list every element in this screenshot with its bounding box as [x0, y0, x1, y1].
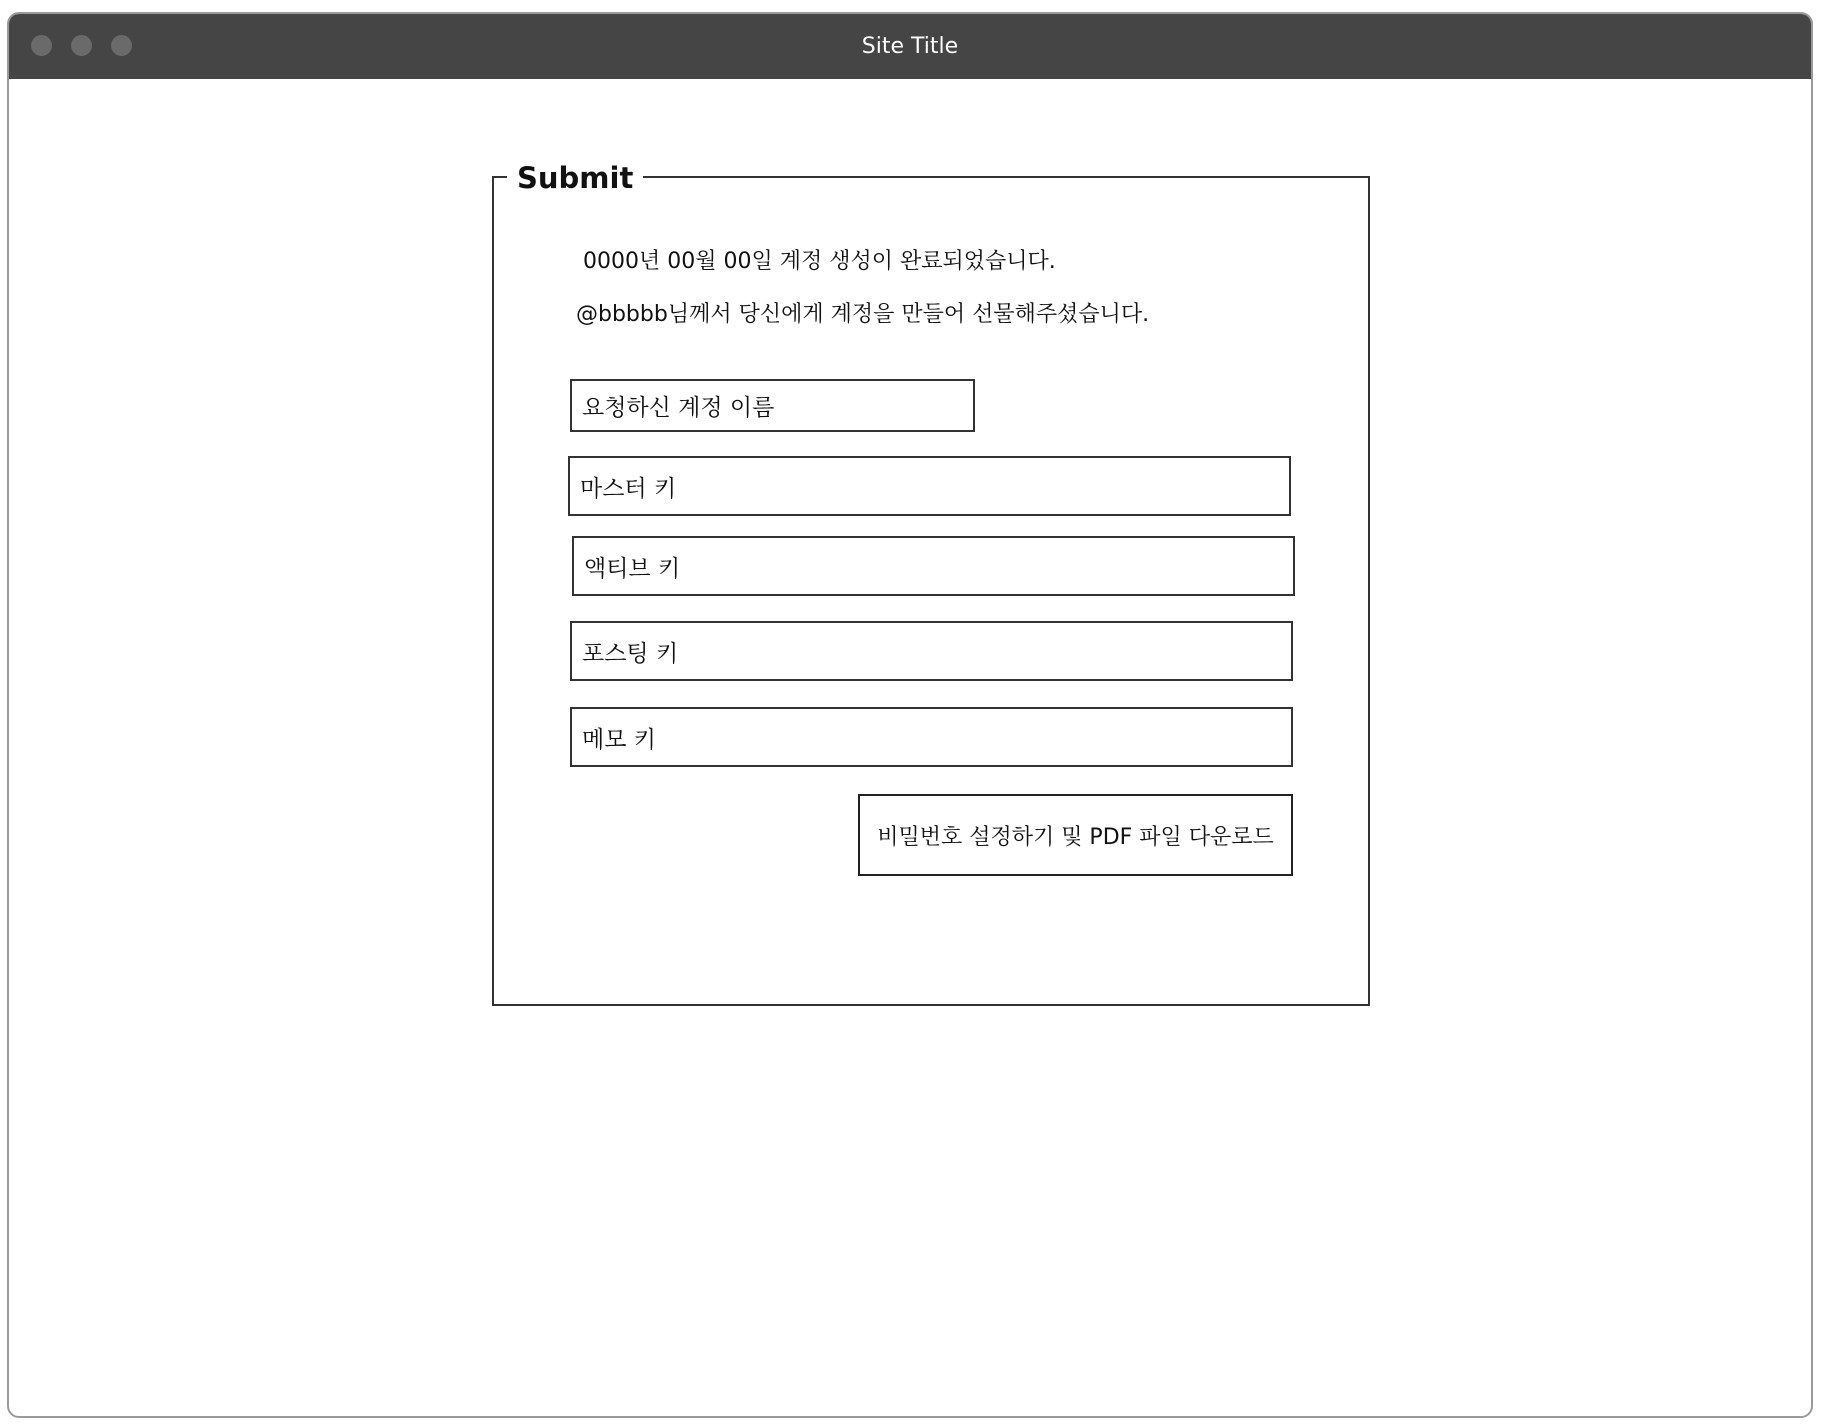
account-name-field[interactable] [570, 379, 975, 432]
posting-key-label: 포스팅 키 [582, 640, 679, 667]
master-key-label: 마스터 키 [580, 475, 677, 502]
account-created-message: 0000년 00월 00일 계정 생성이 완료되었습니다. [583, 249, 1056, 274]
fieldset-legend: Submit [507, 156, 643, 200]
set-password-download-pdf-button[interactable] [858, 794, 1293, 876]
window-titlebar [9, 14, 1811, 79]
active-key-field[interactable] [572, 536, 1295, 596]
gift-message: @bbbbb님께서 당신에게 계정을 만들어 선물해주셨습니다. [576, 302, 1150, 327]
posting-key-field[interactable] [570, 621, 1293, 681]
account-name-value: 요청하신 계정 이름 [582, 395, 775, 421]
master-key-field[interactable] [568, 456, 1291, 516]
window-title: Site Title [861, 34, 959, 59]
memo-key-field[interactable] [570, 707, 1293, 767]
memo-key-label: 메모 키 [582, 726, 656, 753]
set-password-download-pdf-label: 비밀번호 설정하기 및 PDF 파일 다운로드 [877, 824, 1274, 850]
active-key-label: 액티브 키 [584, 555, 681, 582]
